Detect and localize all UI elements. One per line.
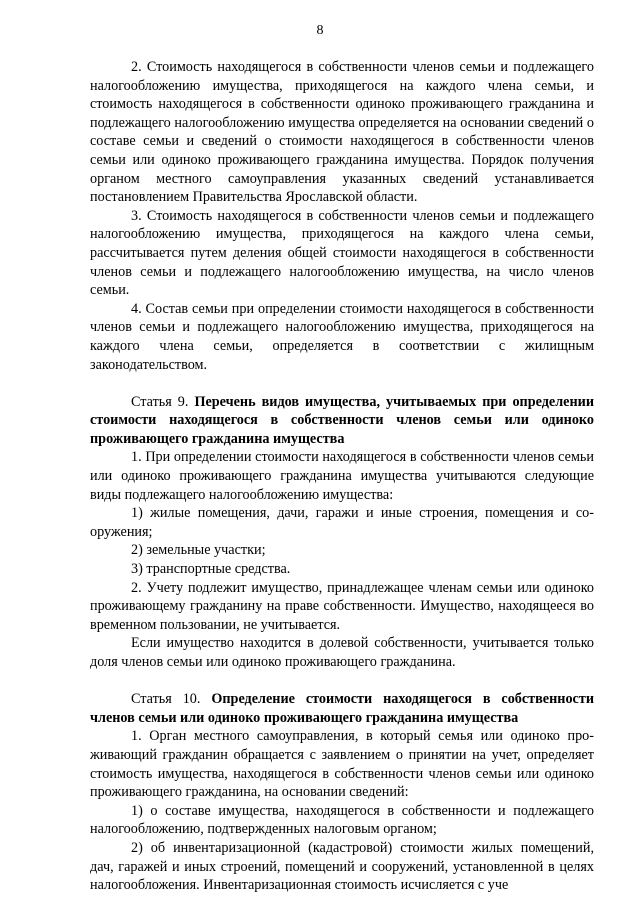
list-item: 2) об инвентаризационной (кадастровой) стоимости жилых помещений, дач, гаражей и иных строений, помещений и сооружений, установленной в целях налогообложения. Инвентаризационная стоимость исчисляется с уче [90,839,594,894]
list-item: 2) земельные участки; [131,542,266,559]
article-10-heading [90,690,594,727]
paragraph: 2. Учету подлежит имущество, принадлежащее членам семьи или одиноко проживающему гражданину на праве собственности. Имущество, находящееся во временном пользовании, не учитывается. [90,579,594,633]
document-body [90,58,594,895]
list-item: 1) о составе имущества, находящегося в собственности и подлежащего налогообложению, подтвержденных налоговым органом; [90,802,594,838]
paragraph: 3. Стоимость находящегося в собственности членов семьи и подлежащего налогообложению имущества, приходящегося на каждого члена семьи, рассчитывается путем деления общей стоимости находящегося в собственности членов семьи и подлежащего налогообложению имущества, на число членов семьи. [90,207,594,299]
article-9-title: Перечень видов имущества, учитываемых при определении стоимости находящегося в собственности членов семьи или одиноко проживающего гражданина имущества [90,393,594,447]
section-gap [90,374,594,393]
list-item: 1) жилые помещения, дачи, гаражи и иные строения, помещения и сооружения; [90,505,594,540]
article-9-prefix: Статья 9. [131,393,195,410]
section-gap [90,672,594,691]
paragraph: 1. Орган местного самоуправления, в который семья или одиноко проживающий гражданин обращается с заявлением о принятии на учет, определяет стоимость имущества, находящегося в собственности членов семьи или одиноко проживающего гражданина, на основании сведений: [90,728,594,801]
paragraph: 4. Состав семьи при определении стоимости находящегося в собственности членов семьи и подлежащего налогообложению имущества, приходящегося на каждого члена семьи, определяется в соответствии с жилищным законодательством. [90,300,594,373]
paragraph: 1. При определении стоимости находящегося в собственности членов семьи или одиноко проживающего гражданина имущества учитываются следующие виды подлежащего налогообложению имущества: [90,449,594,503]
list-item: 3) транспортные средства. [131,561,291,578]
paragraph: 2. Стоимость находящегося в собственности членов семьи и подлежащего налогообложению имущества, приходящегося на каждого члена семьи, и стоимость находящегося в собственности одиноко проживающего гражданина и подлежащего налогообложению имущества определяется на основании сведений о составе семьи и сведений о стоимости находящегося в собственности членов семьи или одиноко проживающего гражданина имущества. Порядок получения органом местного самоуправления указанных сведений устанавливается постановлением Правительства Ярославской области. [90,59,594,206]
article-10-title: Определение стоимости находящегося в собственности членов семьи или одиноко проживающего гражданина имущества [90,691,594,726]
paragraph: Если имущество находится в долевой собственности, учитывается только доля членов семьи или одиноко проживающего гражданина. [90,635,594,670]
article-9-heading [90,393,594,449]
article-10-prefix: Статья 10. [131,691,212,708]
page-number: 8 [316,23,324,38]
